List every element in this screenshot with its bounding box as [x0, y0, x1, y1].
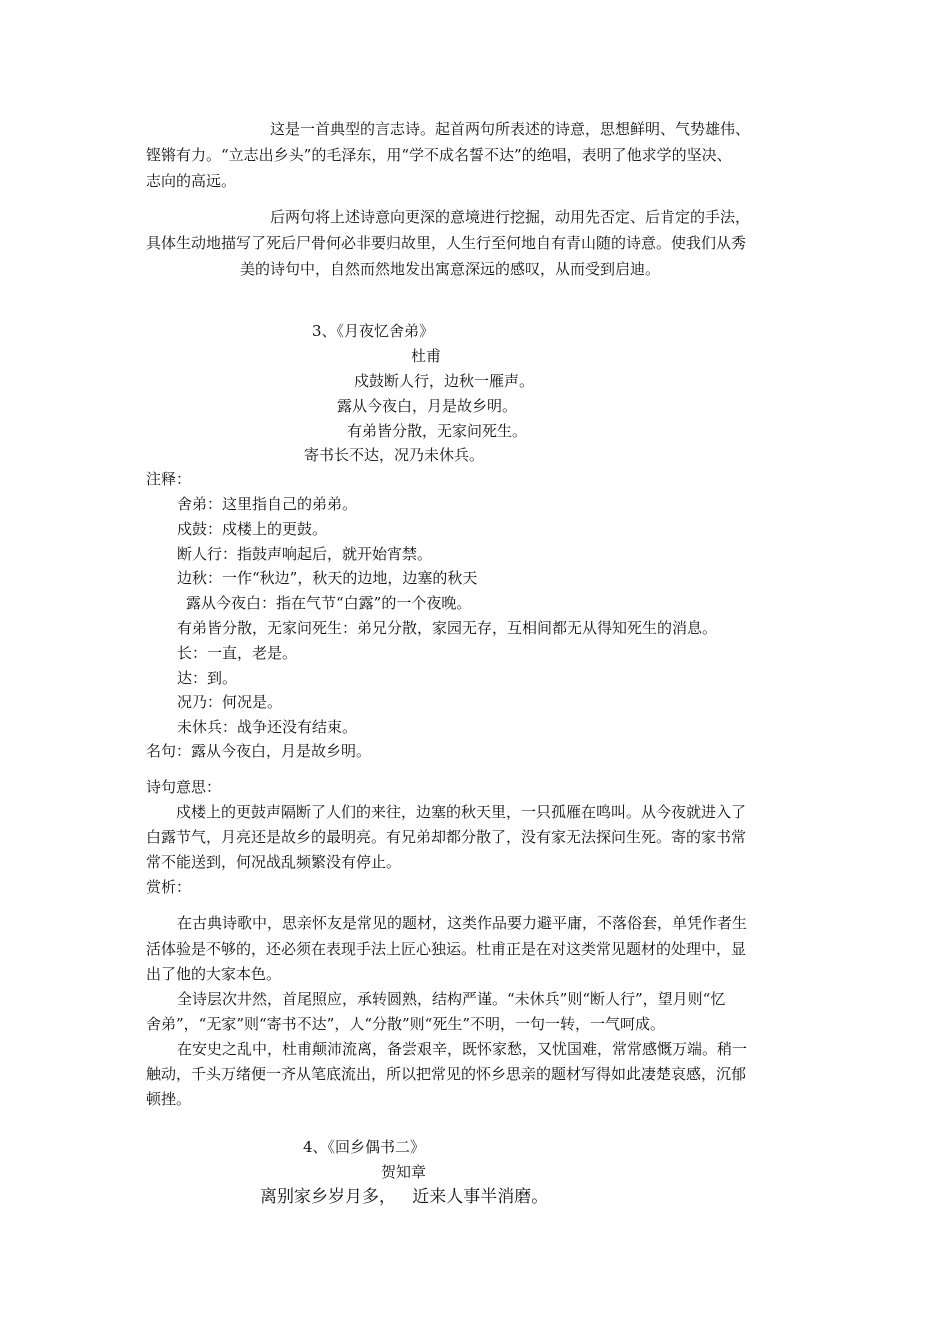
intro-p2-line1: 后两句将上述诗意向更深的意境进行挖掘，动用先否定、后肯定的手法，: [270, 208, 751, 226]
meaning-line2: 白露节气，月亮还是故乡的最明亮。有兄弟却都分散了，没有家无法探问生死。寄的家书常: [146, 828, 747, 846]
note-item: 边秋：一作“秋边”，秋天的边地，边塞的秋天: [177, 569, 478, 587]
note-item: 况乃：何况是。: [177, 693, 283, 711]
poem4-title: 4、《回乡偶书二》: [303, 1138, 426, 1156]
intro-p2-line2: 具体生动地描写了死后尸骨何必非要归故里，人生行至何地自有青山随的诗意。使我们从秀: [146, 234, 747, 252]
note-item: 露从今夜白：指在气节“白露”的一个夜晚。: [186, 594, 472, 612]
meaning-heading: 诗句意思：: [146, 778, 222, 796]
note-item: 断人行：指鼓声响起后，就开始宵禁。: [177, 545, 433, 563]
appreciation-p2-line1: 全诗层次井然，首尾照应，承转圆熟，结构严谨。“未休兵”则“断人行”，望月则“忆: [177, 990, 726, 1008]
intro-p1-line3: 志向的高远。: [146, 172, 237, 190]
intro-p1-line1: 这是一首典型的言志诗。起首两句所表述的诗意，思想鲜明、气势雄伟、: [270, 120, 751, 138]
appreciation-p2-line2: 舍弟”，“无家”则“寄书不达”，人“分散”则“死生”不明，一句一转，一气呵成。: [146, 1015, 666, 1033]
poem3-line4: 寄书长不达，况乃未休兵。: [304, 446, 485, 464]
appreciation-heading: 赏析：: [146, 878, 192, 896]
note-item: 有弟皆分散，无家问死生：弟兄分散，家园无存，互相间都无从得知死生的消息。: [177, 619, 718, 637]
intro-p2-line3: 美的诗句中，自然而然地发出寓意深远的感叹，从而受到启迪。: [240, 260, 661, 278]
poem3-line2: 露从今夜白，月是故乡明。: [337, 397, 518, 415]
appreciation-p3-line1: 在安史之乱中，杜甫颠沛流离，备尝艰辛，既怀家愁，又忧国难，常常感慨万端。稍一: [177, 1040, 748, 1058]
appreciation-p1-line2: 活体验是不够的，还必须在表现手法上匠心独运。杜甫正是在对这类常见题材的处理中，显: [146, 940, 747, 958]
famous-line: 名句：露从今夜白，月是故乡明。: [146, 742, 372, 760]
note-item: 长：一直，老是。: [177, 644, 298, 662]
appreciation-p1-line1: 在古典诗歌中，思亲怀友是常见的题材，这类作品要力避平庸，不落俗套，单凭作者生: [177, 914, 748, 932]
poem4-line1: 离别家乡岁月多， 近来人事半消磨。: [260, 1187, 549, 1207]
note-item: 达：到。: [177, 669, 238, 687]
poem3-title: 3、《月夜忆舍弟》: [312, 322, 435, 340]
appreciation-p3-line3: 顿挫。: [146, 1090, 192, 1108]
poem3-author: 杜甫: [411, 347, 442, 365]
poem4-author: 贺知章: [381, 1163, 427, 1181]
meaning-line1: 戍楼上的更鼓声隔断了人们的来往，边塞的秋天里，一只孤雁在鸣叫。从今夜就进入了: [176, 803, 747, 821]
note-item: 舍弟：这里指自己的弟弟。: [177, 495, 358, 513]
appreciation-p1-line3: 出了他的大家本色。: [146, 965, 282, 983]
appreciation-p3-line2: 触动，千头万绪便一齐从笔底流出，所以把常见的怀乡思亲的题材写得如此凄楚哀感，沉郁: [146, 1065, 747, 1083]
notes-heading: 注释：: [146, 470, 192, 488]
meaning-line3: 常不能送到，何况战乱频繁没有停止。: [146, 853, 402, 871]
poem3-line1: 戍鼓断人行，边秋一雁声。: [354, 372, 535, 390]
note-item: 戍鼓：戍楼上的更鼓。: [177, 520, 328, 538]
poem3-line3: 有弟皆分散，无家问死生。: [347, 422, 528, 440]
intro-p1-line2: 铿锵有力。“立志出乡头”的毛泽东，用“学不成名誓不达”的绝唱，表明了他求学的坚决、: [146, 146, 732, 164]
note-item: 未休兵：战争还没有结束。: [177, 718, 358, 736]
